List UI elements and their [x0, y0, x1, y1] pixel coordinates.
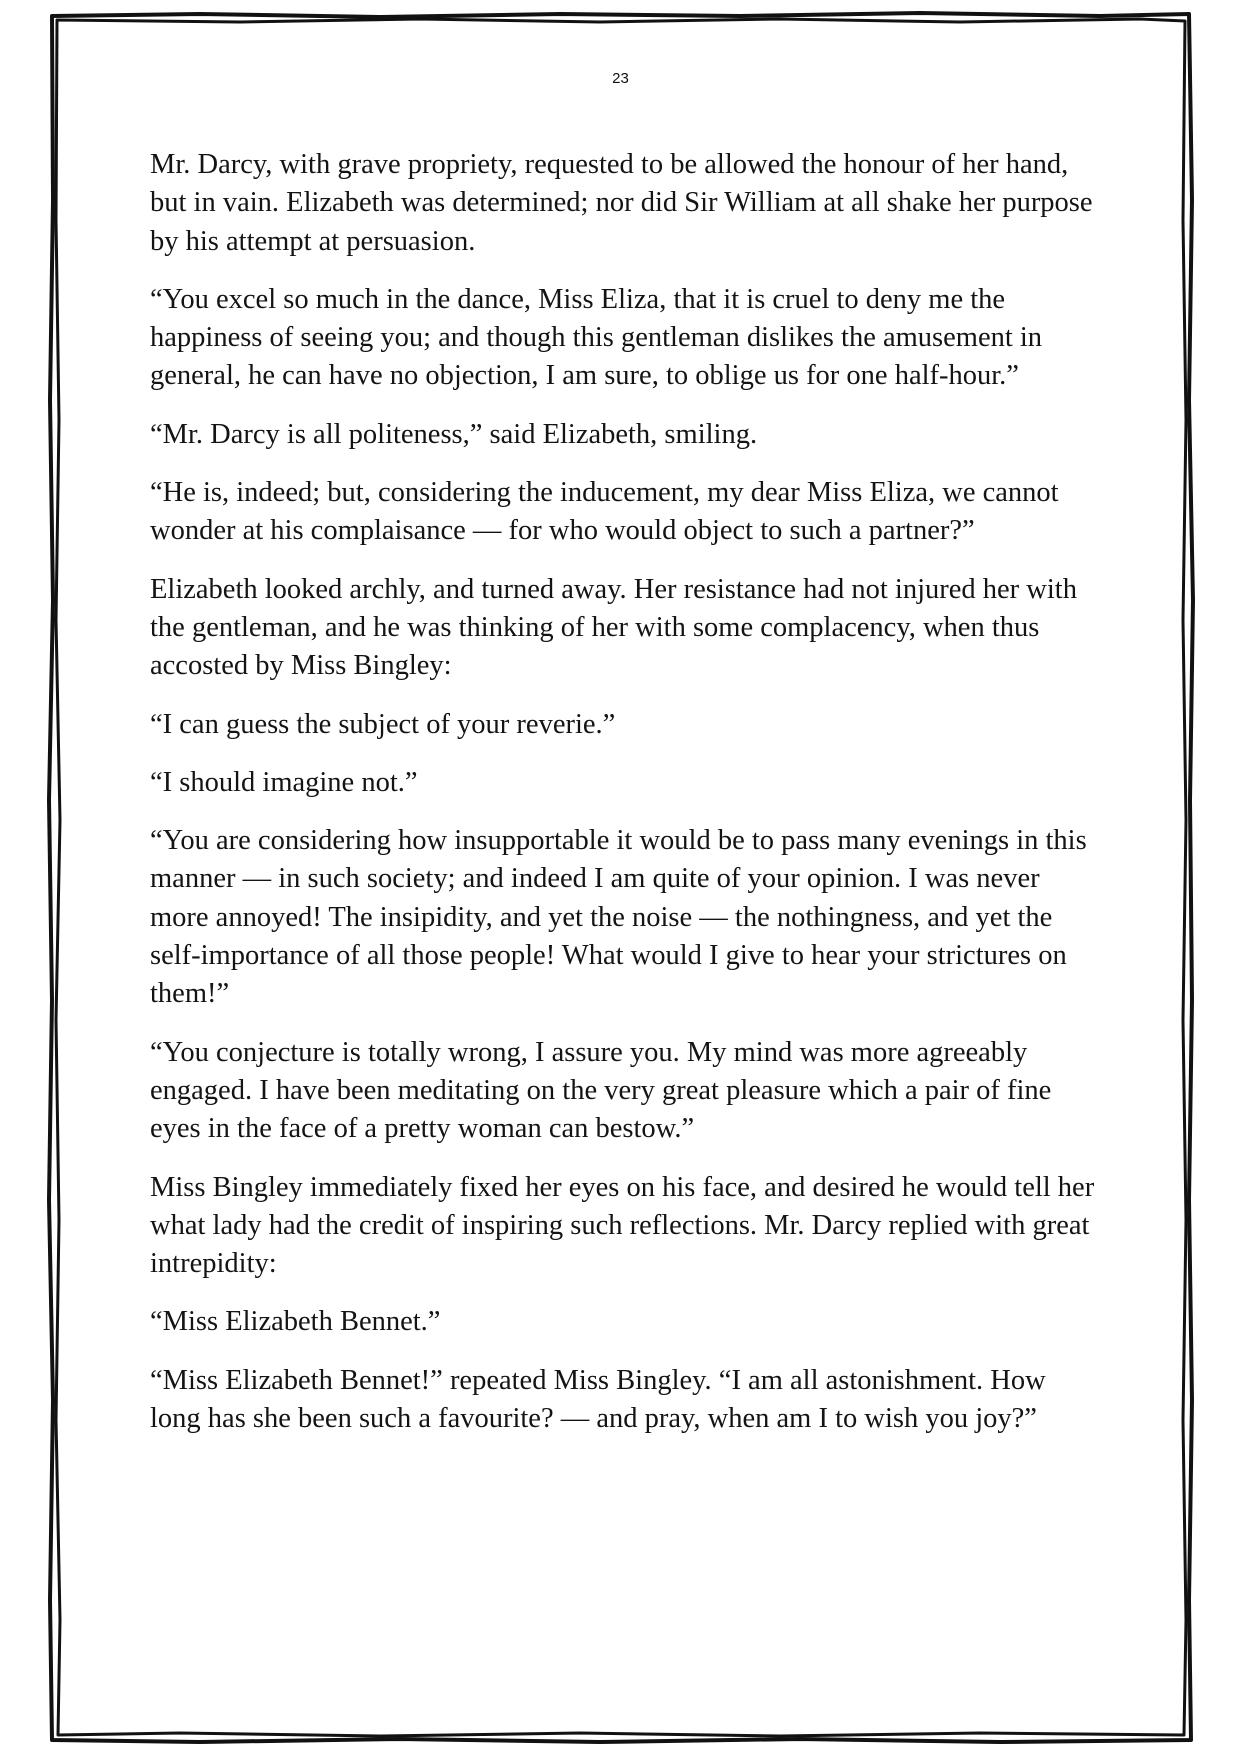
paragraph: “Miss Elizabeth Bennet!” repeated Miss Bingley. “I am all astonishment. How long has she been such a favourite? — and pray, when am I to wish you joy?”	[150, 1364, 1046, 1435]
paragraph: “Mr. Darcy is all politeness,” said Elizabeth, smiling.	[150, 418, 758, 450]
paragraph: “You excel so much in the dance, Miss Eliza, that it is cruel to deny me the happiness of seeing you; and though this gentleman dislikes the amusement in general, he can have no objection, I am sure, to oblige us for one half-hour.”	[150, 283, 1043, 392]
paragraph: “He is, indeed; but, considering the inducement, my dear Miss Eliza, we cannot wonder at his complaisance — for who would object to such a partner?”	[150, 477, 1059, 547]
paragraph: Elizabeth looked archly, and turned away. Her resistance had not injured her with the gentleman, and he was thinking of her with some complacency, when thus accosted by Miss Bingley:	[150, 573, 1077, 682]
paragraph: Mr. Darcy, with grave propriety, requested to be allowed the honour of her hand, but in vain. Elizabeth was determined; nor did Sir William at all shake her purpose by his attempt at persuasion.	[150, 149, 1093, 257]
document-body	[150, 146, 1095, 1458]
paragraph: “You are considering how insupportable it would be to pass many evenings in this manner — in such society; and indeed I am quite of your opinion. I was never more annoyed! The insipidity, and yet the noise — the nothingness, and yet the self-importance of all those people! What would I give to hear your strictures on them!”	[150, 825, 1087, 1010]
paragraph: “You conjecture is totally wrong, I assure you. My mind was more agreeably engaged. I have been meditating on the very great pleasure which a pair of fine eyes in the face of a pretty woman can bestow.”	[150, 1036, 1052, 1145]
page-number: 23	[612, 70, 629, 87]
paragraph: Miss Bingley immediately fixed her eyes on his face, and desired he would tell her what lady had the credit of inspiring such reflections. Mr. Darcy replied with great intrepidity:	[150, 1171, 1095, 1280]
paragraph: “I can guess the subject of your reverie.”	[150, 708, 616, 740]
paragraph: “I should imagine not.”	[150, 766, 418, 798]
paragraph: “Miss Elizabeth Bennet.”	[150, 1306, 441, 1338]
